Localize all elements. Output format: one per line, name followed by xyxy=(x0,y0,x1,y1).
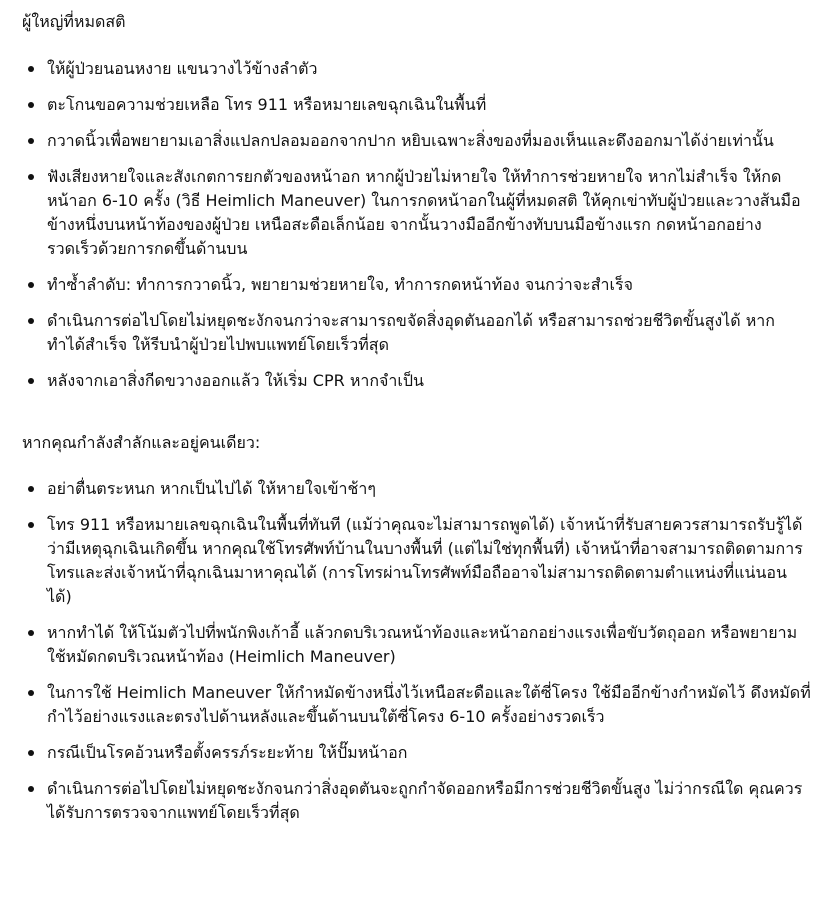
list-item-text: อย่าตื่นตระหนก หากเป็นไปได้ ให้หายใจเข้าช้าๆ xyxy=(47,479,376,498)
list-item xyxy=(22,681,811,729)
bullet-icon xyxy=(28,66,34,72)
list-item xyxy=(22,477,811,501)
unconscious-adult-section xyxy=(22,10,811,393)
instruction-list xyxy=(22,57,811,393)
list-item xyxy=(22,93,811,117)
list-item-text: โทร 911 หรือหมายเลขฉุกเฉินในพื้นที่ทันที (แม้ว่าคุณจะไม่สามารถพูดได้) เจ้าหน้าที่รับสายควรสามารถรับรู้ได้ว่ามีเหตุฉุกเฉินเกิดขึ้น หากคุณใช้โทรศัพท์บ้านในบางพื้นที่ (แต่ไม่ใช่ทุกพื้นที่) เจ้าหน้าที่อาจสามารถติดตามการโทรและส่งเจ้าหน้าที่ฉุกเฉินมาหาคุณได้ (การโทรผ่านโทรศัพท์มือถืออาจไม่สามารถติดตามตำแหน่งที่แน่นอนได้) xyxy=(47,515,803,606)
list-item-text: ฟังเสียงหายใจและสังเกตการยกตัวของหน้าอก หากผู้ป่วยไม่หายใจ ให้ทำการช่วยหายใจ หากไม่สำเร็จ ให้กดหน้าอก 6-10 ครั้ง (วิธี Heimlich Maneuver) ในการกดหน้าอกในผู้ที่หมดสติ ให้คุกเข่าทับผู้ป่วยและวางส้นมือข้างหนึ่งบนหน้าท้องของผู้ป่วย เหนือสะดือเล็กน้อย จากนั้นวางมืออีกข้างทับบนมือข้างแรก กดหน้าอกอย่างรวดเร็วด้วยการกดขึ้นด้านบน xyxy=(47,167,801,258)
list-item-text: ให้ผู้ป่วยนอนหงาย แขนวางไว้ข้างลำตัว xyxy=(47,59,318,78)
list-item xyxy=(22,273,811,297)
list-item xyxy=(22,369,811,393)
list-item xyxy=(22,165,811,261)
bullet-icon xyxy=(28,750,34,756)
bullet-icon xyxy=(28,138,34,144)
list-item-text: ตะโกนขอความช่วยเหลือ โทร 911 หรือหมายเลขฉุกเฉินในพื้นที่ xyxy=(47,95,487,114)
list-item-text: หากทำได้ ให้โน้มตัวไปที่พนักพิงเก้าอี้ แล้วกดบริเวณหน้าท้องและหน้าอกอย่างแรงเพื่อขับวัตถุออก หรือพยายามใช้หมัดกดบริเวณหน้าท้อง (Heimlich Maneuver) xyxy=(47,623,798,666)
list-item xyxy=(22,621,811,669)
list-item xyxy=(22,741,811,765)
bullet-icon xyxy=(28,786,34,792)
list-item-text: ดำเนินการต่อไปโดยไม่หยุดชะงักจนกว่าสิ่งอุดตันจะถูกกำจัดออกหรือมีการช่วยชีวิตขั้นสูง ไม่ว่ากรณีใด คุณควรได้รับการตรวจจากแพทย์โดยเร็วที่สุด xyxy=(47,779,803,822)
bullet-icon xyxy=(28,630,34,636)
list-item xyxy=(22,309,811,357)
bullet-icon xyxy=(28,102,34,108)
list-item-text: ทำซ้ำลำดับ: ทำการกวาดนิ้ว, พยายามช่วยหายใจ, ทำการกดหน้าท้อง จนกว่าจะสำเร็จ xyxy=(47,275,633,294)
bullet-icon xyxy=(28,690,34,696)
instruction-list xyxy=(22,477,811,825)
list-item xyxy=(22,57,811,81)
bullet-icon xyxy=(28,522,34,528)
bullet-icon xyxy=(28,174,34,180)
bullet-icon xyxy=(28,282,34,288)
section-heading: หากคุณกำลังสำลักและอยู่คนเดียว: xyxy=(22,433,261,452)
bullet-icon xyxy=(28,378,34,384)
list-item-text: หลังจากเอาสิ่งกีดขวางออกแล้ว ให้เริ่ม CPR หากจำเป็น xyxy=(47,371,424,390)
list-item xyxy=(22,129,811,153)
choking-alone-section xyxy=(22,431,811,825)
list-item-text: ดำเนินการต่อไปโดยไม่หยุดชะงักจนกว่าจะสามารถขจัดสิ่งอุดตันออกได้ หรือสามารถช่วยชีวิตขั้นสูงได้ หากทำได้สำเร็จ ให้รีบนำผู้ป่วยไปพบแพทย์โดยเร็วที่สุด xyxy=(47,311,775,354)
list-item xyxy=(22,513,811,609)
bullet-icon xyxy=(28,486,34,492)
bullet-icon xyxy=(28,318,34,324)
list-item xyxy=(22,777,811,825)
list-item-text: กวาดนิ้วเพื่อพยายามเอาสิ่งแปลกปลอมออกจากปาก หยิบเฉพาะสิ่งของที่มองเห็นและดึงออกมาได้ง่ายเท่านั้น xyxy=(47,131,774,150)
section-heading: ผู้ใหญ่ที่หมดสติ xyxy=(22,12,126,31)
list-item-text: ในการใช้ Heimlich Maneuver ให้กำหมัดข้างหนึ่งไว้เหนือสะดือและใต้ซี่โครง ใช้มืออีกข้างกำหมัดไว้ ดึงหมัดที่กำไว้อย่างแรงและตรงไปด้านหลังและขึ้นด้านบนใต้ซี่โครง 6-10 ครั้งอย่างรวดเร็ว xyxy=(47,683,811,726)
list-item-text: กรณีเป็นโรคอ้วนหรือตั้งครรภ์ระยะท้าย ให้ปั๊มหน้าอก xyxy=(47,743,408,762)
